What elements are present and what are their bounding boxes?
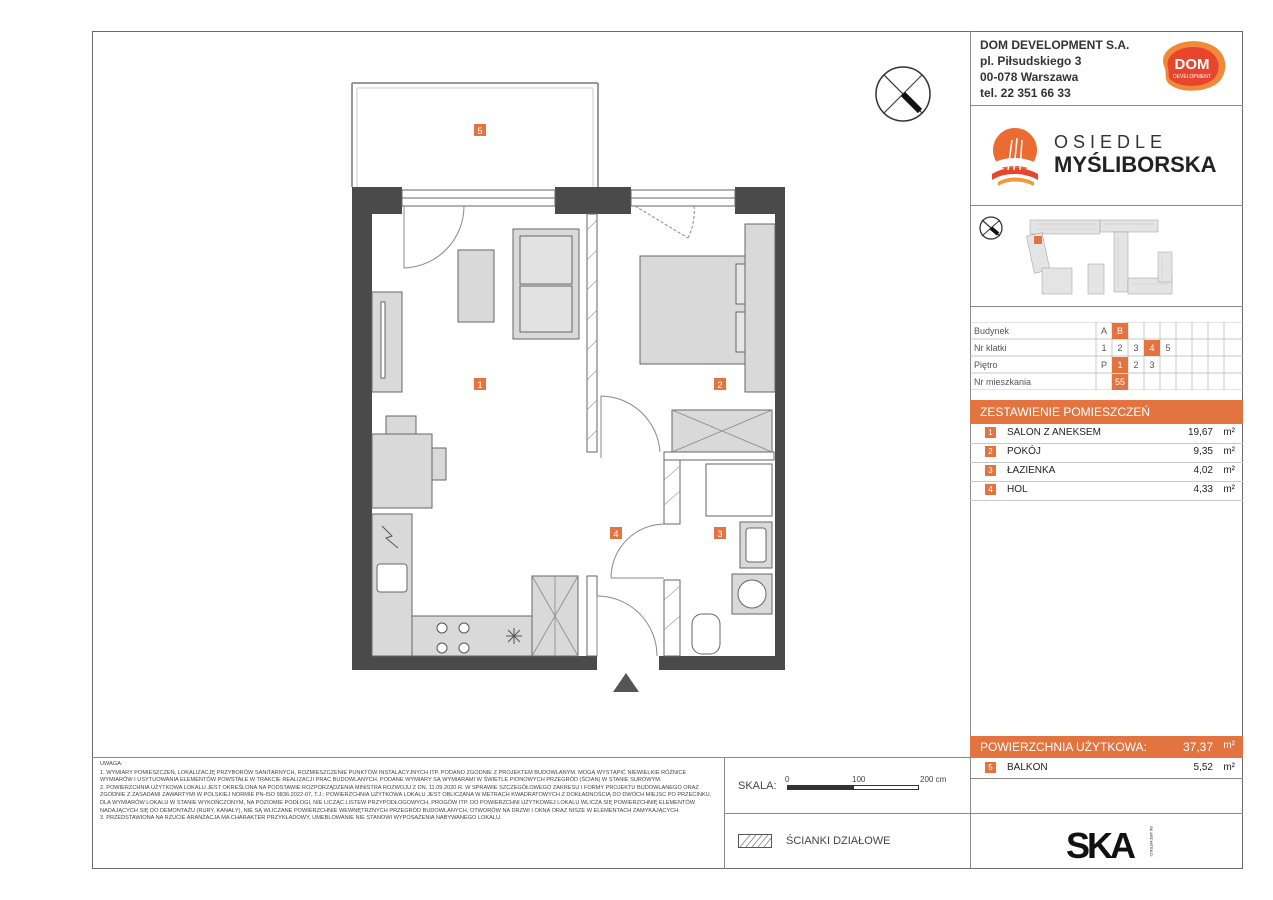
room-area: 9,35 (1193, 446, 1213, 457)
plan-label-1: 1 (477, 380, 483, 390)
notes-title: UWAGA: (100, 761, 123, 767)
plan-label-5: 5 (477, 126, 483, 136)
note-item: 1. WYMIARY POMIESZCZEŃ, LOKALIZACJĘ PRZYBORÓW SANITARNYCH, ROZMIESZCZENIE PUNKTÓW INSTALACYJNYCH ITP. PODANO ZGODNIE Z PROJEKTEM BUDOWLANYM. MOGĄ WYSTĄPIĆ NIEWIELKIE RÓŻNICE WYMIARÓW I USYTUOWANIA ELEMENTÓW POWSTAŁE W TRAKCIE REALIZACJI PRAC BUDOWLANYCH. PODANE WYMIARY SĄ WYMIARAMI W ŚWIETLE PIONOWYCH PRZEGRÓD (ŚCIAN) W STANIE SUROWYM. (100, 769, 687, 784)
balcony-name: BALKON (1007, 762, 1048, 773)
grid-cell: 3 (1149, 360, 1155, 370)
grid-label-building: Budynek (974, 326, 1010, 336)
grid-label-staircase: Nr klatki (974, 343, 1007, 353)
grid-cell: 1 (1101, 343, 1107, 353)
grid-label-apartment: Nr mieszkania (974, 377, 1032, 387)
row-divider (970, 443, 1243, 444)
balcony-area: 5,52 (1193, 762, 1213, 773)
divider-line (970, 813, 1243, 814)
room-unit: m² (1223, 484, 1235, 495)
row-divider (970, 462, 1243, 463)
divider-line (970, 778, 1243, 779)
room-name: ŁAZIENKA (1007, 465, 1056, 476)
grid-label-floor: Piętro (974, 360, 998, 370)
grid-cell: A (1100, 326, 1107, 336)
legend-label: ŚCIANKI DZIAŁOWE (786, 835, 891, 847)
divider-line (970, 306, 1243, 307)
row-divider (970, 500, 1243, 501)
plan-label-4: 4 (613, 529, 619, 539)
divider-line (92, 757, 970, 758)
room-area: 4,02 (1193, 465, 1213, 476)
room-number-badge: 1 (985, 427, 996, 438)
scale-tick-0: 0 (785, 775, 790, 784)
room-area: 4,33 (1193, 484, 1213, 495)
architect-logo-sub: SK ARCHITEKCI (1149, 826, 1154, 857)
room-row (983, 482, 1239, 499)
room-area: 19,67 (1187, 427, 1213, 438)
grid-cell-selected: 55 (1112, 374, 1128, 390)
north-arrow-small-icon (980, 217, 1002, 239)
usable-area-unit: m² (1223, 740, 1235, 751)
dom-logo-text: DOM (1174, 56, 1210, 73)
dom-logo-subtext: DEVELOPMENT (1173, 74, 1211, 80)
divider-line (970, 205, 1243, 206)
hatch-legend-swatch (738, 834, 772, 848)
balcony-unit: m² (1223, 762, 1235, 773)
plan-label-2: 2 (717, 380, 723, 390)
grid-cell: 3 (1133, 343, 1139, 353)
project-name-line1: OSIEDLE (1054, 132, 1168, 152)
fridge-star-icon (506, 628, 522, 644)
interior-doors (597, 396, 664, 656)
balcony-number-badge: 5 (985, 762, 996, 773)
balcony-row (983, 760, 1239, 777)
usable-area-label: POWIERZCHNIA UŻYTKOWA: (980, 740, 1147, 754)
architect-logo-text: SKA (1066, 825, 1134, 864)
scale-bar (787, 785, 919, 790)
divider-line (724, 813, 970, 814)
grid-cell: 2 (1117, 343, 1123, 353)
company-city: 00-078 Warszawa (980, 70, 1079, 84)
room-number-badge: 2 (985, 446, 996, 457)
grid-cell (1096, 374, 1112, 390)
room-unit: m² (1223, 465, 1235, 476)
room-row (983, 444, 1239, 461)
plan-label-3: 3 (717, 529, 723, 539)
north-compass-icon (876, 67, 930, 121)
scale-tick-200: 200 cm (920, 775, 947, 784)
furniture (372, 224, 775, 656)
rooms-header-title: ZESTAWIENIE POMIESZCZEŃ (980, 405, 1151, 419)
room-row (983, 463, 1239, 480)
room-unit: m² (1223, 427, 1235, 438)
notes-block (100, 761, 718, 823)
company-phone: tel. 22 351 66 33 (980, 86, 1071, 100)
usable-area-value: 37,37 (1182, 740, 1213, 754)
grid-cell: P (1100, 360, 1107, 370)
company-street: pl. Piłsudskiego 3 (980, 54, 1082, 68)
grid-cell-selected: B (1112, 323, 1128, 339)
grid-cell-selected: 4 (1144, 340, 1160, 356)
room-name: HOL (1007, 484, 1028, 495)
room-number-badge: 4 (985, 484, 996, 495)
location-grid (970, 322, 1243, 390)
note-item: 2. POWIERZCHNIA UŻYTKOWA LOKALU JEST OKREŚLONA NA PODSTAWIE ROZPORZĄDZENIA MINISTRA ROZWOJU Z DN. 11.09.2020 R. W SPRAWIE SZCZEGÓŁOWEGO ZAKRESU I FORMY PROJEKTU BUDOWLANEGO ORAZ ZGODNIE Z ZASADAMI ZAWARTYMI W POLSKIEJ NORMIE PN-ISO 9836:2022-07, T.J.: POWIERZCHNIA UŻYTKOWA LOKALU JEST OBLICZANA W METRACH KWADRATOWYCH Z DOKŁADNOŚCIĄ DO DWÓCH MIEJSC PO PRZECINKU, DLA WYMIARÓW LOKALU W STANIE WYKOŃCZONYM, NA POZIOMIE PODŁOGI, NIE LICZĄC LISTEW PRZYPODŁOGOWYCH, PROGÓW ITP. DO POWIERZCHNI UŻYTKOWEJ LOKALU WLICZA SIĘ POWIERZCHNIĘ ELEMENTÓW NADAJĄCYCH SIĘ DO DEMONTAŻU (RURY, KANAŁY), NIE SĄ WLICZANE POWIERZCHNIE WEWNĘTRZNYCH PRZEGRÓD BUDOWLANYCH, OTWORÓW NA DRZWI I OKNA ORAZ NISZE W ELEMENTACH ZAMYKAJĄCYCH. (100, 784, 712, 814)
row-divider (970, 481, 1243, 482)
room-name: SALON Z ANEKSEM (1007, 427, 1101, 438)
architect-logo (1066, 820, 1156, 864)
divider-line (970, 105, 1243, 106)
project-name-line2: MYŚLIBORSKA (1054, 152, 1217, 177)
rooms-header (970, 400, 1243, 424)
grid-cell-selected: 1 (1112, 357, 1128, 373)
usable-area-bar (970, 736, 1243, 758)
room-row (983, 425, 1239, 442)
company-name: DOM DEVELOPMENT S.A. (980, 38, 1130, 52)
note-item: 3. PRZEDSTAWIONA NA RZUCIE ARANŻACJA MA CHARAKTER PRZYKŁADOWY, UMEBLOWANIE NIE STANOWI WYPOSAŻENIA NABYWANEGO LOKALU. (100, 815, 502, 822)
grid-cell: 2 (1133, 360, 1139, 370)
entrance-triangle-icon (613, 673, 639, 692)
room-number-badge: 3 (985, 465, 996, 476)
scale-tick-100: 100 (852, 775, 866, 784)
floor-plan (340, 60, 960, 700)
grid-cell: 5 (1165, 343, 1171, 353)
dom-development-logo (1154, 38, 1230, 94)
project-logo-mark (990, 120, 1040, 192)
site-map (976, 212, 1238, 300)
room-name: POKÓJ (1007, 446, 1041, 457)
room-unit: m² (1223, 446, 1235, 457)
scale-label: SKALA: (738, 780, 777, 792)
